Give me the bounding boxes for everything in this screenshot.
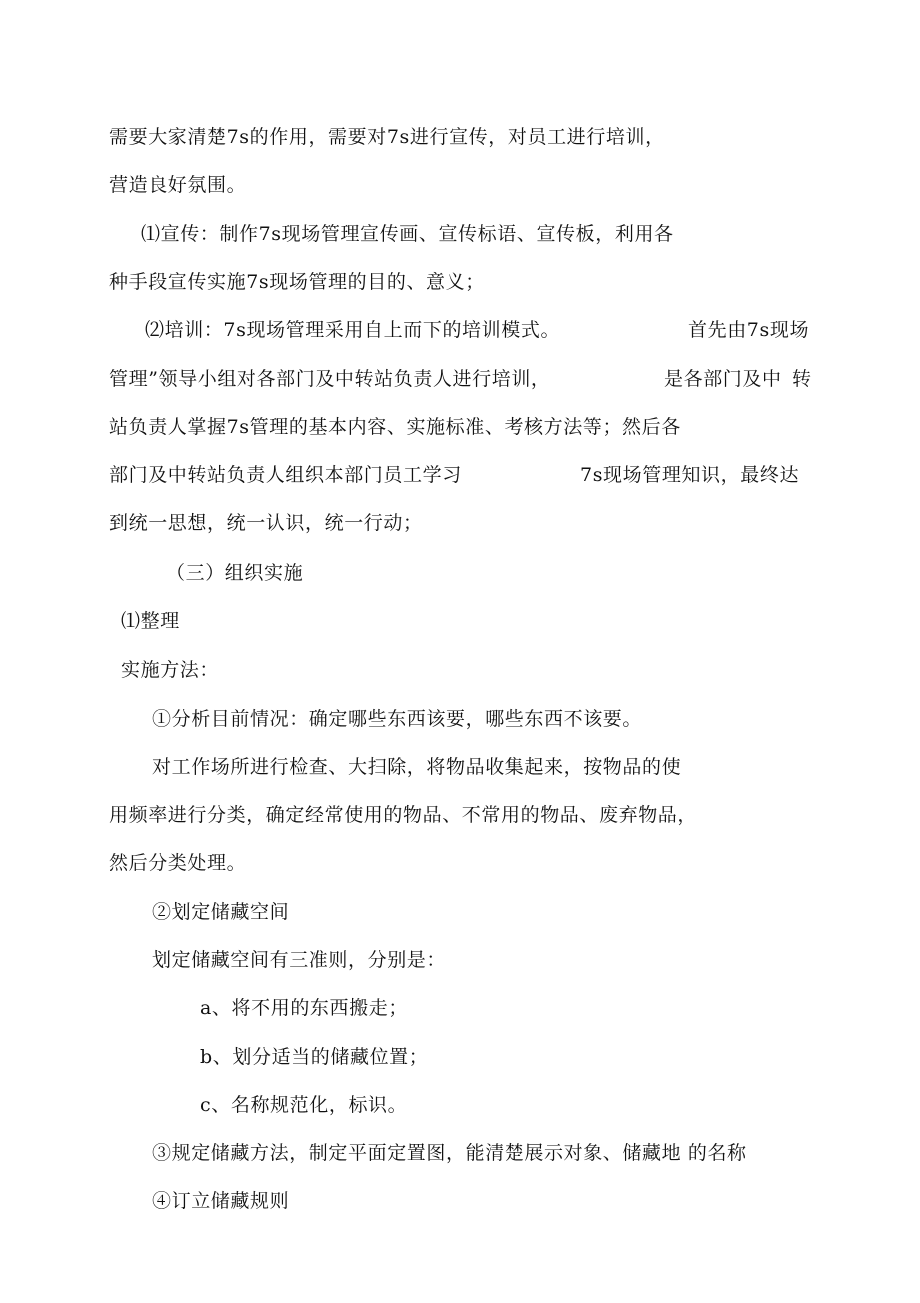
text-line: 对工作场所进行检查、大扫除，将物品收集起来，按物品的使	[152, 756, 682, 778]
text-line: 转	[792, 368, 812, 390]
text-line: ②划定储藏空间	[152, 901, 290, 923]
text-line: ①分析目前情况：确定哪些东西该要，哪些东西不该要。	[152, 708, 643, 730]
text-line: 首先由7s现场	[688, 319, 810, 341]
text-line: ⑵培训：7s现场管理采用自上而下的培训模式。	[145, 319, 561, 341]
text-line: 用频率进行分类，确定经常使用的物品、不常用的物品、废弃物品，	[109, 804, 698, 826]
text-line: ④订立储藏规则	[152, 1190, 290, 1212]
text-line: ⑴宣传：制作7s现场管理宣传画、宣传标语、宣传板，利用各	[141, 223, 674, 245]
text-line: 是各部门及中	[664, 368, 782, 390]
list-item: a、将不用的东西搬走；	[200, 997, 408, 1019]
text-line: 营造良好氛围。	[109, 174, 247, 196]
text-line: 7s现场管理知识，最终达	[580, 464, 800, 486]
text-line: ③规定储藏方法，制定平面定置图，能清楚展示对象、储藏地 的名称	[152, 1142, 747, 1164]
text-line: 站负责人掌握7s管理的基本内容、实施标准、考核方法等；然后各	[109, 416, 681, 438]
text-line: 到统一思想，统一认识，统一行动；	[109, 512, 423, 534]
list-item: c、名称规范化，标识。	[200, 1094, 408, 1116]
text-line: 部门及中转站负责人组织本部门员工学习	[109, 464, 462, 486]
text-line: 然后分类处理。	[109, 852, 247, 874]
subsection-heading: ⑴整理	[121, 610, 180, 632]
list-item: b、划分适当的储藏位置；	[200, 1046, 429, 1068]
text-line: 种手段宣传实施7s现场管理的目的、意义；	[109, 271, 485, 293]
text-line: 管理”领导小组对各部门及中转站负责人进行培训，	[109, 368, 551, 390]
text-line: 划定储藏空间有三准则，分别是：	[152, 949, 447, 971]
section-heading: （三）组织实施	[166, 562, 304, 584]
text-line: 实施方法：	[121, 659, 220, 681]
text-line: 需要大家清楚7s的作用，需要对7s进行宣传，对员工进行培训，	[109, 126, 665, 148]
